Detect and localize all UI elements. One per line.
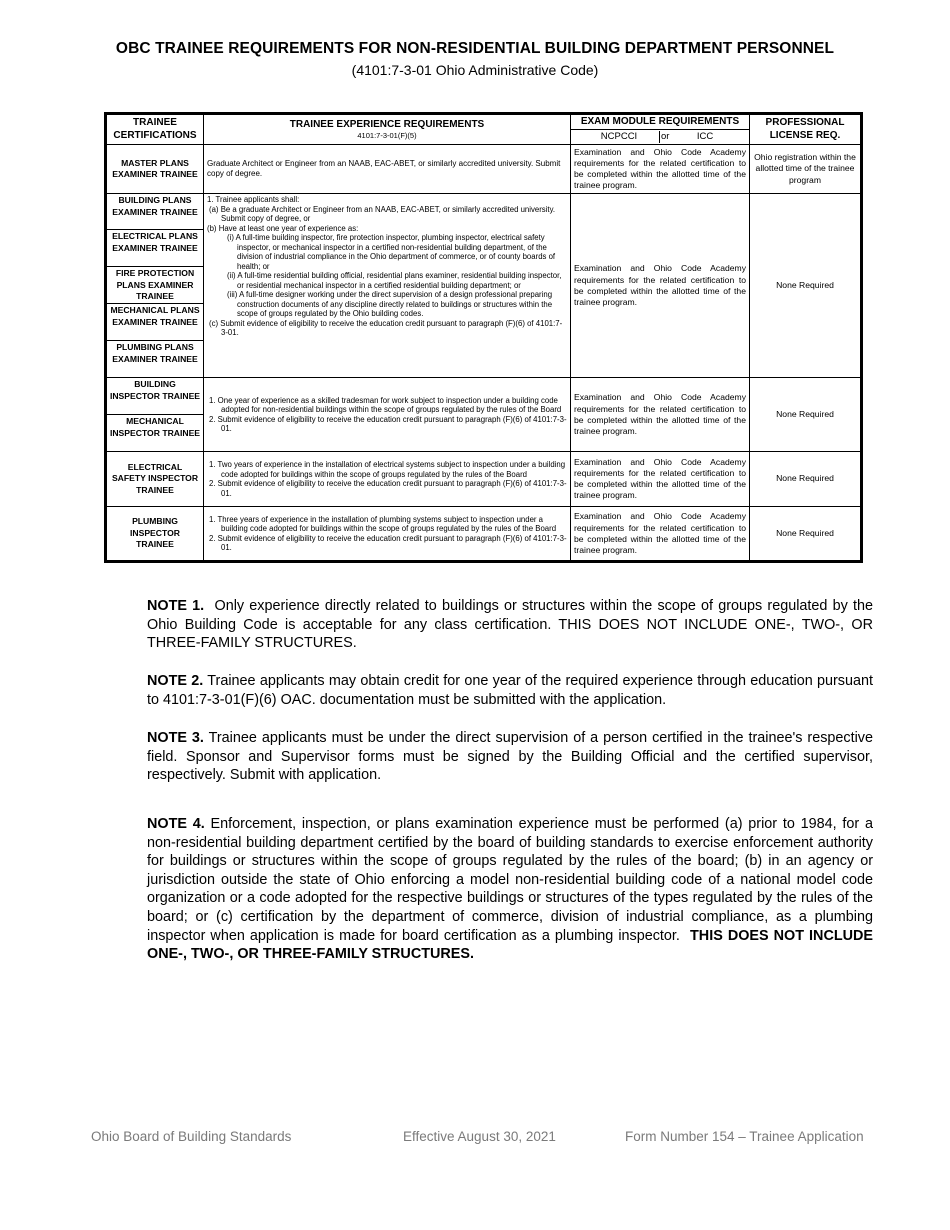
note-label: NOTE 2. bbox=[147, 673, 204, 689]
note-label: NOTE 4. bbox=[147, 816, 205, 832]
page-header bbox=[0, 40, 950, 78]
cert-plans-examiners bbox=[106, 194, 204, 378]
exp-plumbing-inspector bbox=[204, 507, 571, 562]
exam-module-options bbox=[571, 130, 750, 145]
footer-form-number: Form Number 154 – Trainee Application bbox=[625, 1129, 864, 1144]
exp-electrical-safety-inspector bbox=[204, 452, 571, 507]
cert-building-inspector: BUILDING INSPECTOR TRAINEE bbox=[107, 378, 203, 415]
exp-line: (ii) A full-time residential building official, residential plans examiner, residential building inspector, or residential mechanical inspector in a certified residential building department; or bbox=[227, 271, 562, 290]
exp-line: 1. One year of experience as a skilled tradesman for work subject to inspection under a building code adopted for non-residential buildings within the scope of groups regulated by the rules of the Board bbox=[209, 395, 562, 415]
license-master-plans-examiner: Ohio registration within the allotted time of the trainee program bbox=[750, 145, 862, 194]
requirements-table bbox=[104, 112, 863, 563]
exp-line: (iii) A full-time designer working under the direct supervision of a design professional preparing construction documents of any discipline directly related to buildings or structures within the scope of groups regulated by the Ohio building codes. bbox=[227, 290, 553, 319]
cert-master-plans-examiner: MASTER PLANS EXAMINER TRAINEE bbox=[106, 145, 204, 194]
exp-line: (c) Submit evidence of eligibility to receive the education credit pursuant to paragraph (F)(6) of 4101:7-3-01. bbox=[209, 318, 563, 338]
table-row bbox=[106, 452, 862, 507]
license-electrical-safety-inspector: None Required bbox=[750, 452, 862, 507]
exp-line: 2. Submit evidence of eligibility to receive the education credit pursuant to paragraph (F)(6) of 4101:7-3-01. bbox=[209, 479, 567, 498]
exp-line: (a) Be a graduate Architect or Engineer from an NAAB, EAC-ABET, or similarly accredited university. Submit copy of degree, or bbox=[209, 204, 556, 224]
cert-mechanical-inspector: MECHANICAL INSPECTOR TRAINEE bbox=[109, 416, 201, 438]
footer-effective-date: Effective August 30, 2021 bbox=[403, 1129, 556, 1144]
cert-plumbing-plans-examiner: PLUMBING PLANS EXAMINER TRAINEE bbox=[112, 342, 198, 364]
note-label: NOTE 1. bbox=[147, 598, 205, 614]
note-label: NOTE 3. bbox=[147, 730, 204, 746]
exp-line: 1. Three years of experience in the installation of plumbing systems subject to inspection under a building code adopted for buildings within the scope of groups regulated by the rules of the Board bbox=[209, 514, 557, 534]
module-or: or bbox=[659, 131, 685, 143]
exp-line: 2. Submit evidence of eligibility to receive the education credit pursuant to paragraph (F)(6) of 4101:7-3-01. bbox=[209, 533, 567, 553]
exp-line: 2. Submit evidence of eligibility to receive the education credit pursuant to paragraph (F)(6) of 4101:7-3-01. bbox=[209, 414, 567, 434]
note-text: Trainee applicants must be under the direct supervision of a person certified in the trainee's respective field. Sponsor and Supervisor forms must be signed by the Building Official and the certified supervisor, respectively. Submit with application. bbox=[147, 730, 873, 784]
cert-mechanical-plans-examiner: MECHANICAL PLANS EXAMINER TRAINEE bbox=[107, 304, 203, 341]
table-row bbox=[106, 378, 862, 452]
note-text: Only experience directly related to buildings or structures within the scope of groups regulated by the Ohio Building Code is acceptable for any class certification. THIS DOES NOT INCLUDE ONE-, TWO-, OR THREE-FAMILY STRUCTURES. bbox=[147, 598, 873, 652]
exp-line: 1. Two years of experience in the installation of electrical systems subject to inspection under a building code adopted for buildings within the scope of groups regulated by the rules of the Board bbox=[209, 460, 566, 479]
note-2 bbox=[147, 672, 873, 709]
cert-plumbing-inspector: PLUMBING INSPECTOR TRAINEE bbox=[106, 507, 204, 562]
exp-inspectors bbox=[204, 378, 571, 452]
module-icc: ICC bbox=[696, 131, 714, 143]
exp-line: 1. Trainee applicants shall: bbox=[207, 195, 300, 205]
exam-electrical-safety-inspector: Examination and Ohio Code Academy requirements for the related certification to be completed within the allotted time of the trainee program. bbox=[571, 452, 750, 507]
header-experience-label: TRAINEE EXPERIENCE REQUIREMENTS bbox=[289, 118, 485, 130]
note-text: Trainee applicants may obtain credit for one year of the required experience through education pursuant to 4101:7-3-01(F)(6) OAC. documentation must be submitted with the application. bbox=[147, 673, 873, 708]
table-row bbox=[106, 507, 862, 562]
page-subtitle: (4101:7-3-01 Ohio Administrative Code) bbox=[351, 62, 599, 78]
exam-plans-examiners: Examination and Ohio Code Academy requirements for the related certification to be completed within the allotted time of the trainee program. bbox=[571, 194, 750, 378]
cert-electrical-plans-examiner: ELECTRICAL PLANS EXAMINER TRAINEE bbox=[107, 230, 203, 267]
exp-line: (i) A full-time building inspector, fire protection inspector, plumbing inspector, electrical safety inspector, or mechanical inspector in a certified non-residential building department, of the division of industrial compliance in the Ohio department of commerce, or of county boards of health; or bbox=[227, 233, 556, 271]
page-title: OBC TRAINEE REQUIREMENTS FOR NON-RESIDENTIAL BUILDING DEPARTMENT PERSONNEL bbox=[115, 40, 835, 57]
module-ncpcci: NCPCCI bbox=[600, 131, 638, 143]
exp-line: (b) Have at least one year of experience as: bbox=[207, 223, 359, 233]
header-experience-ref: 4101:7-3-01(F)(5) bbox=[357, 131, 417, 141]
license-plans-examiners: None Required bbox=[750, 194, 862, 378]
table-row bbox=[106, 145, 862, 194]
exam-plumbing-inspector: Examination and Ohio Code Academy requirements for the related certification to be completed within the allotted time of the trainee program. bbox=[571, 507, 750, 562]
cert-fire-protection-plans-examiner: FIRE PROTECTION PLANS EXAMINER TRAINEE bbox=[107, 267, 203, 304]
cert-inspectors bbox=[106, 378, 204, 452]
exam-inspectors: Examination and Ohio Code Academy requirements for the related certification to be completed within the allotted time of the trainee program. bbox=[571, 378, 750, 452]
footer-organization: Ohio Board of Building Standards bbox=[91, 1129, 292, 1144]
cert-building-plans-examiner: BUILDING PLANS EXAMINER TRAINEE bbox=[107, 194, 203, 230]
header-license: PROFESSIONAL LICENSE REQ. bbox=[750, 114, 862, 145]
cert-electrical-safety-inspector: ELECTRICAL SAFETY INSPECTOR TRAINEE bbox=[106, 452, 204, 507]
note-4 bbox=[147, 815, 873, 964]
exam-master-plans-examiner: Examination and Ohio Code Academy requirements for the related certification to be completed within the allotted time of the trainee program. bbox=[571, 145, 750, 194]
header-certifications: TRAINEE CERTIFICATIONS bbox=[106, 114, 204, 145]
header-exam-modules: EXAM MODULE REQUIREMENTS bbox=[571, 114, 750, 130]
table-row bbox=[106, 194, 862, 378]
license-inspectors: None Required bbox=[750, 378, 862, 452]
header-experience bbox=[204, 114, 571, 145]
license-plumbing-inspector: None Required bbox=[750, 507, 862, 562]
note-3 bbox=[147, 729, 873, 785]
exp-master-plans-examiner: Graduate Architect or Engineer from an NAAB, EAC-ABET, or similarly accredited university. Submit copy of degree. bbox=[204, 145, 571, 194]
note-text: Enforcement, inspection, or plans examination experience must be performed (a) prior to 1984, for a non-residential building department certified by the board of building standards to exercise enforcement authority for buildings or structures within the scope of groups regulated by the rules of the board; (b) in an agency or jurisdiction outside the state of Ohio enforcing a model non-residential building code of a national model code organization or a code adopted for the respective buildings or structures of the types regulated by the rules of the board; or (c) certification by the department of commerce, division of industrial compliance, as a plumbing inspector when application is made for board certification as a plumbing inspector. bbox=[147, 816, 873, 944]
note-1 bbox=[147, 597, 873, 653]
exp-plans-examiners bbox=[204, 194, 571, 378]
note-emphasis: THIS DOES NOT INCLUDE ONE-, TWO-, OR THREE-FAMILY STRUCTURES. bbox=[147, 927, 874, 963]
